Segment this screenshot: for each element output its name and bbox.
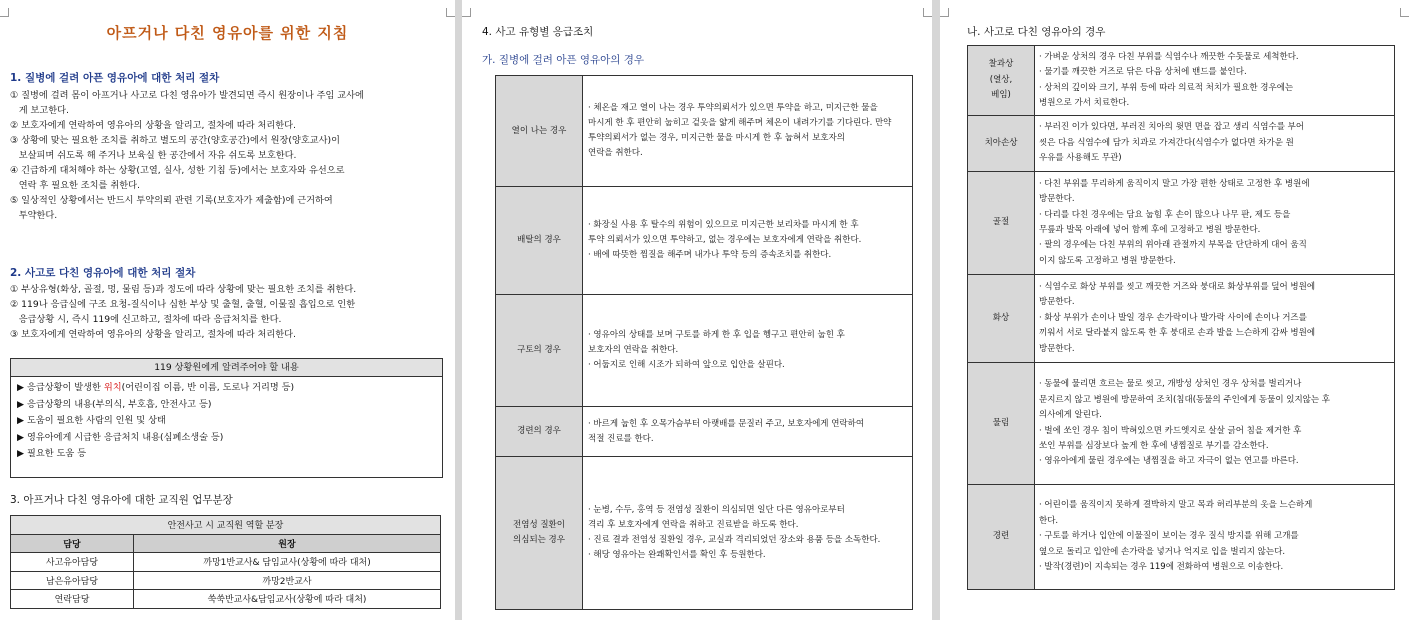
description-line: · 배에 따뜻한 찜질을 해주며 내가나 투약 등의 증속조치를 취한다.	[588, 250, 832, 260]
description-line: 방문한다.	[1039, 194, 1075, 205]
document-page-3	[940, 0, 1409, 620]
description-line: 투약의뢰서가 없는 경우, 미지근한 물을 마시게 한 후 눕혀서 보호자의	[588, 133, 845, 143]
description-line: · 벌에 쏘인 경우 침이 박혀있으면 카드엣지로 살살 긁어 침을 제거한 후	[1039, 425, 1302, 436]
description-line: 방문한다.	[1039, 297, 1075, 308]
section1-list	[10, 88, 440, 223]
section2-list	[10, 282, 440, 342]
table-row	[496, 76, 913, 187]
description-line: 옆으로 돌리고 입안에 손가락을 넣거나 억지로 입을 벌리지 않는다.	[1039, 546, 1286, 557]
row-category: 구토의 경우	[496, 295, 583, 407]
row-description	[1035, 172, 1395, 275]
highlight-text: 위치	[103, 382, 122, 393]
list-item: ② 보호자에게 연락하여 영유아의 상황을 알리고, 절차에 따라 처리한다.	[10, 120, 296, 131]
row-description	[583, 187, 913, 295]
description-line: · 부러진 이가 있다면, 부러진 치아의 윗면 면을 잡고 생리 식염수를 부어	[1039, 122, 1305, 133]
list-item: ⑤ 일상적인 상황에서는 반드시 투약의뢰 관련 기록(보호자가 제출함)에 근거하여 투약한다.	[10, 195, 333, 221]
row-description	[583, 457, 913, 610]
table-row	[968, 116, 1395, 172]
description-line: · 진료 결과 전염성 질환일 경우, 교실과 격리되었던 장소와 용품 등을 소독한다.	[588, 535, 881, 545]
description-line: 쏘인 부위를 심장보다 높게 한 후에 냉찜질로 부기를 감소한다.	[1039, 440, 1269, 451]
list-item: ① 질병에 걸려 몸이 아프거나 사고로 다친 영유아가 발견되면 즉시 원장이나 주임 교사에 게 보고한다.	[10, 90, 364, 116]
call-119-box-header: 119 상황원에게 알려주어야 할 내용	[11, 359, 442, 377]
table-row: 사고유아담당 까망1반교사& 담임교사(상황에 따라 대처)	[11, 553, 441, 572]
table-row	[968, 172, 1395, 275]
row-description	[583, 76, 913, 187]
injury-first-aid-table	[967, 45, 1395, 590]
description-line: 씻은 다음 식염수에 담가 치과로 가져간다(식염수가 없다면 차가운 원	[1039, 137, 1294, 148]
list-item: ▶ 응급상황이 발생한 위치(어린이집 이름, 반 이름, 도로나 거리명 등)	[17, 382, 295, 393]
list-item: ③ 상황에 맞는 필요한 조치를 취하고 별도의 공간(양호공간)에서 원장(양호교사)이 보살피며 쉬도록 해 주거나 보육실 한 공간에서 자유 쉬도록 보호한다.	[10, 135, 340, 161]
list-item: ▶ 응급상황의 내용(부의식, 부호흡, 안전사고 등)	[17, 398, 212, 410]
table-row	[968, 363, 1395, 485]
description-line: · 상처의 깊이와 크기, 부위 등에 따라 의료적 처치가 필요한 경우에는	[1039, 82, 1294, 93]
description-line: 보호자의 연락을 취한다.	[588, 345, 679, 355]
description-line: · 영유아의 상태를 보며 구토를 하게 한 후 입을 헹구고 편안히 눕힌 후	[588, 330, 845, 340]
description-line: · 물기를 깨끗한 거즈로 닦은 다음 상처에 밴드를 붙인다.	[1039, 67, 1247, 78]
page-corner-mark	[462, 8, 471, 17]
description-line: 우유를 사용해도 무관)	[1039, 153, 1122, 164]
table-row: 연락담당 쑥쑥반교사&담임교사(상황에 따라 대처)	[11, 590, 441, 609]
description-line: · 구토를 하거나 입안에 이물질이 보이는 경우 질식 방지를 위해 고개를	[1039, 531, 1299, 542]
description-line: 방문한다.	[1039, 343, 1075, 354]
list-item: ▶ 영유아에게 시급한 응급처치 내용(심폐소생술 등)	[17, 431, 224, 443]
page-corner-mark	[0, 8, 9, 17]
page-corner-mark	[923, 8, 932, 17]
section2-heading: 2. 사고로 다친 영유아에 대한 처리 절차	[10, 267, 196, 279]
description-line: 문지르지 않고 병원에 방문하여 조치(침대(동물의 주인에게 동물이 있지않는 후	[1039, 394, 1331, 405]
table-row	[968, 485, 1395, 590]
description-line: · 가벼운 상처의 경우 다친 부위를 식염수나 깨끗한 수돗물로 세척한다.	[1039, 51, 1299, 62]
description-line: · 체온을 재고 열이 나는 경우 투약의뢰서가 있으면 투약을 하고, 미지근한 물을	[588, 103, 878, 113]
description-line: · 다친 부위를 무리하게 움직이지 말고 가장 편한 상태로 고정한 후 병원에	[1039, 178, 1310, 189]
page-corner-mark	[1400, 8, 1409, 17]
call-119-info-box	[10, 358, 443, 478]
section4-heading: 4. 사고 유형별 응급조치	[482, 26, 594, 38]
row-category: 화상	[968, 275, 1035, 363]
description-line: 끼워서 서로 달라붙지 않도록 한 후 붕대로 손과 발을 느슨하게 감싸 병원에	[1039, 328, 1316, 339]
description-line: 격리 후 보호자에게 연락을 취하고 진료받을 하도록 한다.	[588, 520, 799, 530]
description-line: · 눈병, 수두, 홍역 등 전염성 질환이 의심되면 일단 다른 영유아로부터	[588, 505, 845, 515]
description-line: · 다리를 다친 경우에는 담요 눕힘 후 손이 많으나 나무 판, 제도 등을	[1039, 209, 1291, 220]
list-item: ② 119나 응급실에 구조 요청-질식이나 심한 부상 및 출혈, 출혈, 이물질 흡입으로 인한 응급상황 시, 즉시 119에 신고하고, 절차에 따라 응급처치를 한다.	[10, 299, 356, 325]
section1-heading: 1. 질병에 걸려 아픈 영유아에 대한 처리 절차	[10, 72, 220, 84]
document-page-1	[0, 0, 455, 620]
description-line: · 식염수로 화상 부위를 씻고 깨끗한 거즈와 붕대로 화상부위를 덮어 병원에	[1039, 281, 1316, 292]
description-line: 무릎과 발목 아래에 넣어 함께 후에 고정하고 병원 방문한다.	[1039, 225, 1261, 235]
row-description	[1035, 46, 1395, 116]
description-line: 한다.	[1039, 515, 1059, 526]
row-category: 열이 나는 경우	[496, 76, 583, 187]
illness-subheading: 가. 질병에 걸려 아픈 영유아의 경우	[482, 54, 645, 66]
list-item: ▶ 도움이 필요한 사람의 인원 및 상태	[17, 415, 166, 426]
table-row	[968, 275, 1395, 363]
table-caption: 안전사고 시 교직원 역할 분장	[11, 516, 441, 535]
list-item: ▶ 필요한 도움 등	[17, 448, 87, 459]
row-description	[583, 407, 913, 457]
row-description	[583, 295, 913, 407]
description-line: 연락을 취한다.	[588, 148, 643, 158]
column-header: 원장	[134, 534, 441, 553]
row-category: 치아손상	[968, 116, 1035, 172]
row-category: 골절	[968, 172, 1035, 275]
table-row	[496, 457, 913, 610]
description-line: · 발작(경련)이 지속되는 경우 119에 전화하여 병원으로 이송한다.	[1039, 562, 1284, 573]
document-page-2	[462, 0, 932, 620]
description-line: 마시게 한 후 편안히 눕히고 겉옷을 얇게 해주며 체온이 내려가기를 기다린다. 만약	[588, 118, 892, 128]
table-row	[496, 295, 913, 407]
description-line: · 화장실 사용 후 탈수의 위험이 있으므로 미지근한 보리차를 마시게 한 후	[588, 220, 859, 230]
list-item: ③ 보호자에게 연락하여 영유아의 상황을 알리고, 절차에 따라 처리한다.	[10, 329, 296, 340]
description-line: · 어둡지로 인해 시조가 되하여 앞으로 입안을 살핀다.	[588, 360, 785, 370]
description-line: 의사에게 알린다.	[1039, 410, 1102, 421]
description-line: · 영유아에게 물린 경우에는 냉찜질을 하고 자극이 없는 연고를 바른다.	[1039, 456, 1299, 467]
description-line: · 팔의 경우에는 다친 부위의 위아래 관절까지 부목을 단단하게 대어 움직	[1039, 240, 1307, 251]
illness-first-aid-table	[495, 75, 913, 610]
description-line: · 바르게 눕힌 후 오목가슴부터 아랫배를 문질러 주고, 보호자에게 연락하여	[588, 418, 865, 429]
list-item: ④ 긴급하게 대처해야 하는 상황(고열, 실사, 성한 기침 등)에서는 보호자와 유선으로 연락 후 필요한 조치를 취한다.	[10, 165, 345, 191]
document-title: 아프거나 다친 영유아를 위한 지침	[106, 24, 349, 42]
staff-role-table	[10, 515, 441, 609]
table-row	[496, 407, 913, 457]
row-category: 배탈의 경우	[496, 187, 583, 295]
description-line: 병원으로 가서 치료한다.	[1039, 97, 1130, 108]
row-category: 경련	[968, 485, 1035, 590]
row-description	[1035, 275, 1395, 363]
page-corner-mark	[940, 8, 949, 17]
table-row	[968, 46, 1395, 116]
column-header: 담당	[11, 534, 134, 553]
row-description	[1035, 363, 1395, 485]
row-category: 전염성 질환이 의심되는 경우	[496, 457, 583, 610]
description-line: 투약 의뢰서가 있으면 투약하고, 없는 경우에는 보호자에게 연락을 취한다.	[588, 235, 862, 245]
page-corner-mark	[446, 8, 455, 17]
description-line: 적절 진료를 한다.	[588, 433, 654, 444]
description-line: · 화상 부위가 손이나 발일 경우 손가락이나 발가락 사이에 손이나 거즈를	[1039, 312, 1307, 323]
row-category: 물림	[968, 363, 1035, 485]
description-line: · 동물에 물리면 흐르는 물로 씻고, 개방성 상처인 경우 상처를 벌리거나	[1039, 379, 1302, 390]
row-category: 찰과상 (열상, 베임)	[968, 46, 1035, 116]
description-line: 이지 않도록 고정하고 병원 방문한다.	[1039, 255, 1176, 266]
list-item: ① 부상유형(화상, 골절, 멍, 물림 등)과 정도에 따라 상황에 맞는 필요한 조치를 취한다.	[10, 284, 357, 295]
injury-subheading: 나. 사고로 다친 영유아의 경우	[967, 26, 1106, 38]
table-row: 남은유아담당 까망2반교사	[11, 571, 441, 590]
row-category: 경련의 경우	[496, 407, 583, 457]
description-line: · 해당 영유아는 완쾌확인서를 확인 후 등원한다.	[588, 550, 766, 560]
table-row	[496, 187, 913, 295]
description-line: · 어린이를 움직이지 못하게 결박하지 말고 목과 허리부분의 옷을 느슨하게	[1039, 500, 1313, 511]
row-description	[1035, 116, 1395, 172]
row-description	[1035, 485, 1395, 590]
section3-heading: 3. 아프거나 다친 영유아에 대한 교직원 업무분장	[10, 494, 233, 506]
